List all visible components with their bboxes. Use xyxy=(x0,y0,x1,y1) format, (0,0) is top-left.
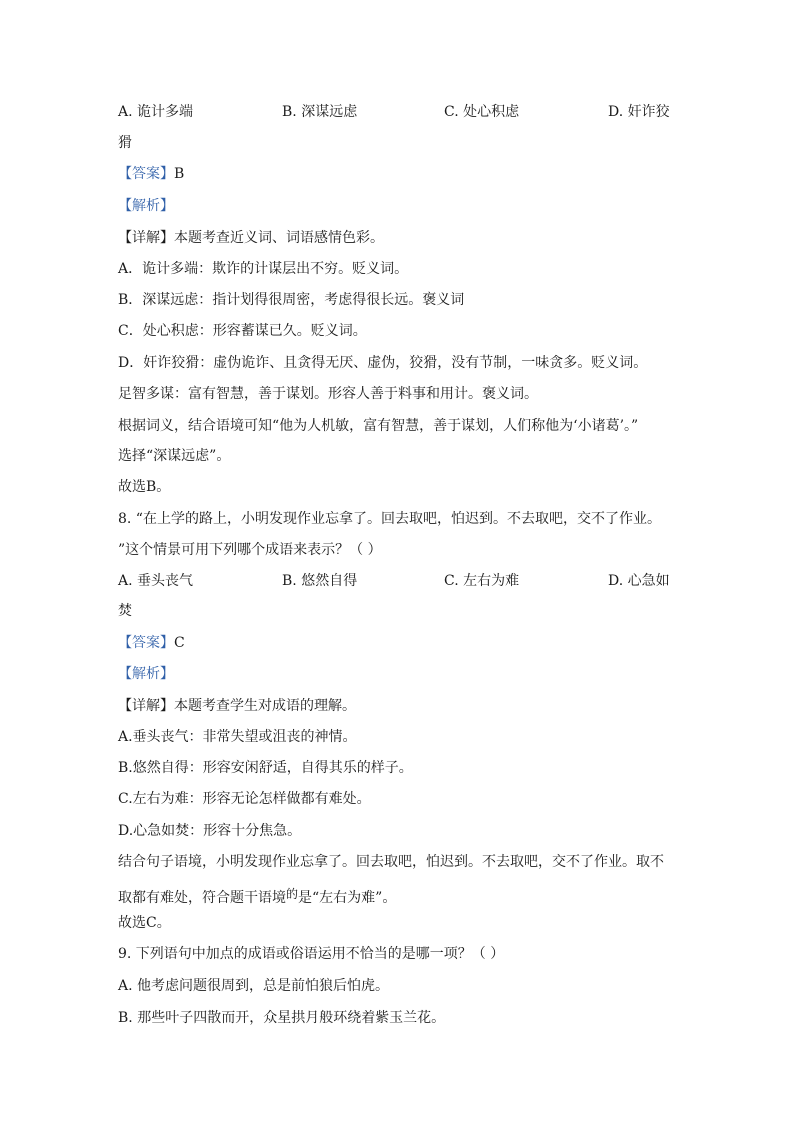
q8-option-c: C. 左右为难 xyxy=(444,573,520,589)
q7-detail xyxy=(118,228,678,248)
q7-option-b: B. 深谋远虑 xyxy=(282,104,358,120)
q8-detail xyxy=(118,696,678,716)
line-text: 取都有难处，符合题干语境 xyxy=(118,890,286,906)
q7-explain-line: 根据词义，结合语境可知“他为人机敏，富有智慧，善于谋划，人们称他为‘小诸葛’。” xyxy=(118,418,639,434)
answer-tag: 【答案】 xyxy=(118,635,174,651)
line-char: 的 xyxy=(286,887,299,901)
detail-tag: 【详解】 xyxy=(118,698,174,714)
q8-stem-line-1: 8. “在上学的路上，小明发现作业忘拿了。回去取吧，怕迟到。不去取吧，交不了作业。 xyxy=(118,511,661,527)
answer-value: B xyxy=(174,166,185,182)
q7-conclusion: 故选B。 xyxy=(118,479,171,495)
q8-answer xyxy=(118,633,678,653)
q8-explain-line: 结合句子语境，小明发现作业忘拿了。回去取吧，怕迟到。不去取吧，交不了作业。取不 xyxy=(118,854,664,870)
q7-explain-line: B．深谋远虑：指计划得很周密，考虑得很长远。褒义词 xyxy=(118,292,465,308)
q7-explain-line: 足智多谋：富有智慧，善于谋划。形容人善于料事和用计。褒义词。 xyxy=(118,386,538,402)
answer-tag: 【答案】 xyxy=(118,166,174,182)
answer-value: C xyxy=(174,635,185,651)
q8-explain-line: D.心急如焚：形容十分焦急。 xyxy=(118,823,302,839)
q7-option-d: D. 奸诈狡 xyxy=(608,104,670,120)
q8-explain-line: C.左右为难：形容无论怎样做都有难处。 xyxy=(118,791,371,807)
q7-option-d-wrap: 猾 xyxy=(118,135,132,151)
q7-explain-line: D．奸诈狡猾：虚伪诡诈、且贪得无厌、虚伪，狡猾，没有节制，一味贪多。贬义词。 xyxy=(118,355,648,371)
q8-conclusion: 故选C。 xyxy=(118,915,171,931)
q7-option-c: C. 处心积虑 xyxy=(444,104,520,120)
analysis-tag: 【解析】 xyxy=(118,666,174,682)
q7-explain-line: 选择“深谋远虑”。 xyxy=(118,448,231,464)
detail-text: 本题考查近义词、词语感情色彩。 xyxy=(174,230,384,246)
q8-option-d-wrap: 焚 xyxy=(118,603,132,619)
q8-explain-line: A.垂头丧气：非常失望或沮丧的神情。 xyxy=(118,729,357,745)
analysis-tag: 【解析】 xyxy=(118,198,174,214)
q8-option-a: A. 垂头丧气 xyxy=(118,573,194,589)
detail-tag: 【详解】 xyxy=(118,230,174,246)
q7-option-a: A. 诡计多端 xyxy=(118,104,194,120)
q8-option-d: D. 心急如 xyxy=(608,573,670,589)
q7-explain-line: C．处心积虑：形容蓄谋已久。贬义词。 xyxy=(118,323,367,339)
q7-explain-line: A．诡计多端：欺诈的计谋层出不穷。贬义词。 xyxy=(118,261,409,277)
q8-analysis-heading xyxy=(118,664,678,684)
q7-analysis-heading xyxy=(118,196,678,216)
line-text: 是“左右为难”。 xyxy=(298,890,397,906)
q9-option-b: B. 那些叶子四散而开，众星拱月般环绕着紫玉兰花。 xyxy=(118,1010,446,1026)
q9-stem: 9. 下列语句中加点的成语或俗语运用不恰当的是哪一项？（ ） xyxy=(118,946,505,962)
q8-stem-line-2: ”这个情景可用下列哪个成语来表示？（ ） xyxy=(118,542,382,558)
q9-option-a: A. 他考虑问题很周到，总是前怕狼后怕虎。 xyxy=(118,978,390,994)
detail-text: 本题考查学生对成语的理解。 xyxy=(174,698,356,714)
q8-explain-line-6 xyxy=(118,884,678,908)
q7-answer xyxy=(118,164,678,184)
q8-option-b: B. 悠然自得 xyxy=(282,573,358,589)
q8-explain-line: B.悠然自得：形容安闲舒适，自得其乐的样子。 xyxy=(118,760,413,776)
